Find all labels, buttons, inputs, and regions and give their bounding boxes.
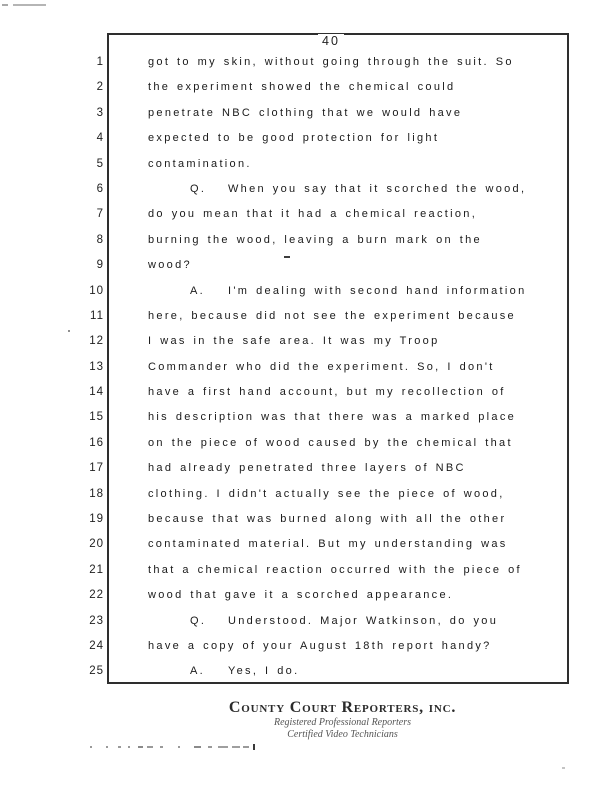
transcript-line bbox=[0, 662, 616, 687]
transcript-line bbox=[0, 104, 616, 129]
transcript-line bbox=[0, 510, 616, 535]
transcript-line bbox=[0, 434, 616, 459]
line-number: 8 bbox=[96, 233, 104, 246]
scan-artifact-top-line bbox=[13, 4, 46, 6]
transcript-line bbox=[0, 282, 616, 307]
transcript-line bbox=[0, 358, 616, 383]
line-number: 22 bbox=[89, 589, 104, 602]
line-number: 24 bbox=[89, 639, 104, 652]
line-number: 20 bbox=[89, 538, 104, 551]
transcript-line bbox=[0, 180, 616, 205]
line-number: 14 bbox=[89, 386, 104, 399]
line-text: on the piece of wood caused by the chemical that bbox=[148, 436, 513, 449]
line-text: expected to be good protection for light bbox=[148, 132, 440, 145]
line-text: Q. When you say that it scorched the wood, bbox=[190, 182, 527, 195]
line-text: wood that gave it a scorched appearance. bbox=[148, 589, 454, 602]
line-number: 17 bbox=[89, 462, 104, 475]
line-text: I was in the safe area. It was my Troop bbox=[148, 335, 440, 348]
reporter-footer bbox=[170, 699, 515, 740]
reporter-subtitle-2: Certified Video Technicians bbox=[287, 728, 398, 740]
line-number: 25 bbox=[89, 665, 104, 678]
transcript-line bbox=[0, 231, 616, 256]
transcript-line bbox=[0, 256, 616, 281]
line-number: 19 bbox=[89, 513, 104, 526]
transcript-line bbox=[0, 307, 616, 332]
line-number: 23 bbox=[89, 614, 104, 627]
reporter-subtitle-1: Registered Professional Reporters bbox=[273, 717, 412, 728]
transcript-line bbox=[0, 535, 616, 560]
line-text: contamination. bbox=[148, 157, 252, 170]
reporter-company-name: County Court Reporters, inc. bbox=[228, 699, 457, 716]
line-number: 1 bbox=[96, 56, 104, 68]
line-text: clothing. I didn't actually see the piece of wood, bbox=[148, 487, 505, 500]
line-number: 7 bbox=[96, 208, 104, 221]
line-number: 11 bbox=[90, 309, 104, 322]
line-number: 15 bbox=[89, 411, 104, 424]
line-number: 3 bbox=[96, 106, 104, 119]
transcript-line bbox=[0, 129, 616, 154]
qa-label: A. bbox=[190, 665, 205, 678]
transcript-body bbox=[0, 53, 616, 688]
transcript-line bbox=[0, 459, 616, 484]
transcript-line bbox=[0, 612, 616, 637]
line-text: A. I'm dealing with second hand information bbox=[190, 284, 527, 297]
scan-artifact-top-dash bbox=[2, 4, 8, 6]
line-number: 13 bbox=[89, 360, 104, 373]
line-text: contaminated material. But my understanding was bbox=[148, 538, 508, 551]
qa-label: A. bbox=[190, 284, 205, 297]
line-number: 21 bbox=[89, 563, 104, 576]
transcript-line bbox=[0, 408, 616, 433]
line-number: 12 bbox=[89, 335, 104, 348]
line-number: 5 bbox=[96, 157, 104, 170]
line-text: had already penetrated three layers of NBC bbox=[148, 462, 466, 475]
scan-artifact-footer-marks bbox=[90, 744, 260, 751]
line-number: 10 bbox=[89, 284, 104, 297]
transcript-line bbox=[0, 637, 616, 662]
line-text: have a copy of your August 18th report handy? bbox=[148, 639, 492, 652]
line-text: wood? bbox=[148, 259, 192, 272]
transcript-line bbox=[0, 155, 616, 180]
line-text: that a chemical reaction occurred with the piece of bbox=[148, 563, 522, 576]
transcript-line bbox=[0, 78, 616, 103]
line-text: Q. Understood. Major Watkinson, do you bbox=[190, 614, 499, 627]
line-number: 6 bbox=[96, 182, 104, 195]
transcript-line bbox=[0, 485, 616, 510]
line-number: 16 bbox=[89, 436, 104, 449]
line-number: 18 bbox=[89, 487, 104, 500]
transcript-line bbox=[0, 53, 616, 78]
line-number: 9 bbox=[96, 259, 104, 272]
transcript-line bbox=[0, 586, 616, 611]
transcript-line bbox=[0, 205, 616, 230]
qa-label: Q. bbox=[190, 614, 207, 627]
line-text: got to my skin, without going through the suit. So bbox=[148, 56, 514, 68]
line-number: 4 bbox=[96, 132, 104, 145]
page-number: 40 bbox=[318, 34, 344, 48]
transcript-line bbox=[0, 561, 616, 586]
transcript-line bbox=[0, 383, 616, 408]
qa-label: Q. bbox=[190, 182, 207, 195]
line-text: have a first hand account, but my recollection of bbox=[148, 386, 506, 399]
line-text: here, because did not see the experiment because bbox=[148, 309, 516, 322]
line-text: his description was that there was a marked place bbox=[148, 411, 517, 424]
line-number: 2 bbox=[96, 81, 104, 94]
scan-artifact-right-dot bbox=[562, 767, 565, 769]
line-text: Commander who did the experiment. So, I don't bbox=[148, 360, 495, 373]
line-text: burning the wood, leaving a burn mark on the bbox=[148, 233, 482, 246]
line-text: A. Yes, I do. bbox=[190, 665, 300, 678]
line-text: the experiment showed the chemical could bbox=[148, 81, 456, 94]
line-text: do you mean that it had a chemical reaction, bbox=[148, 208, 478, 221]
line-text: penetrate NBC clothing that we would have bbox=[148, 106, 463, 119]
line-text: because that was burned along with all the other bbox=[148, 513, 507, 526]
transcript-line bbox=[0, 332, 616, 357]
